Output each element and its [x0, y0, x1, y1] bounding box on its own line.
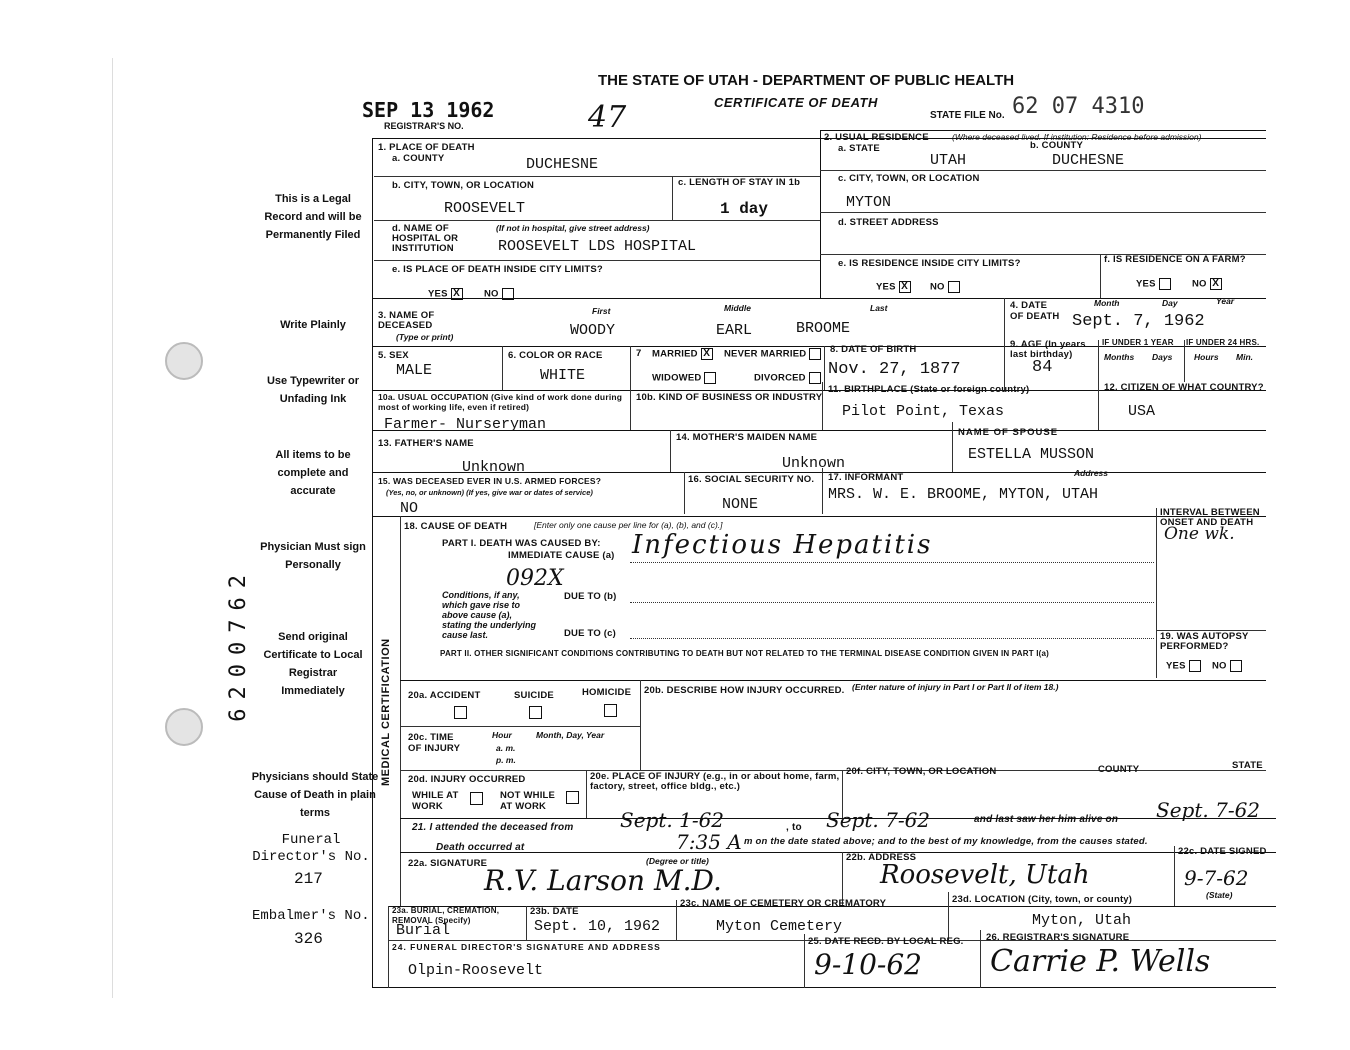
side-note-legal-record: This is a Legal Record and will be Permanently Filed	[264, 193, 362, 241]
res-county: DUCHESNE	[1052, 152, 1125, 169]
married-option[interactable]: MARRIED X	[652, 348, 716, 360]
immediate-cause-value: Infectious Hepatitis	[632, 530, 933, 560]
date-received-label: 25. DATE RECD. BY LOCAL REG.	[808, 936, 964, 947]
conditions-note: Conditions, if any, which gave rise to above cause (a), stating the underlying cause last.	[442, 590, 537, 640]
embalmer-label: Embalmer's No.	[252, 908, 370, 924]
burial-label: 23a. BURIAL, CREMATION, REMOVAL (Specify)	[392, 906, 500, 925]
funeral-director-label: Funeral Director's No.	[252, 832, 370, 865]
injury-occurred-label: 20d. INJURY OCCURRED	[408, 774, 526, 785]
farm-yes[interactable]: YES	[1136, 278, 1174, 290]
burial-location-label: 23d. LOCATION (City, town, or county)	[952, 894, 1133, 905]
month-heading: Month	[1094, 298, 1120, 308]
birthplace-label: 11. BIRTHPLACE (State or foreign country)	[828, 384, 1030, 395]
burial-date-label: 23b. DATE	[530, 906, 579, 917]
injury-how-label: 20b. DESCRIBE HOW INJURY OCCURRED.	[644, 685, 845, 696]
res-state: UTAH	[930, 152, 967, 169]
divorced-option[interactable]: DIVORCED	[754, 372, 824, 384]
while-at-work-checkbox[interactable]	[470, 792, 483, 805]
mother-name: Unknown	[782, 455, 846, 472]
sex-label: 5. SEX	[378, 350, 409, 361]
last-saw-date: Sept. 7-62	[1156, 798, 1261, 822]
medical-certification-label: MEDICAL CERTIFICATION	[380, 638, 392, 786]
burial-location: Myton, Utah	[1032, 912, 1132, 929]
interval-value: One wk.	[1164, 524, 1235, 544]
side-note-physician-sign: Physician Must sign Personally	[260, 541, 366, 571]
hospital-label: d. NAME OF HOSPITAL OR INSTITUTION	[392, 223, 459, 254]
degree-label: (Degree or title)	[646, 856, 709, 866]
age-value: 84	[1032, 358, 1053, 377]
physician-signature: R.V. Larson M.D.	[484, 864, 722, 897]
injury-state-label: STATE	[1232, 760, 1263, 771]
autopsy-label: 19. WAS AUTOPSY PERFORMED?	[1160, 631, 1249, 652]
age-label: 9. AGE (In years last birthday)	[1010, 339, 1086, 360]
part-two-label: PART II. OTHER SIGNIFICANT CONDITIONS CONTRIBUTING TO DEATH BUT NOT RELATED TO THE TERMINAL DISEASE CONDITION GIVEN IN PART I(a)	[440, 649, 1050, 658]
funeral-director-signature-label: 24. FUNERAL DIRECTOR'S SIGNATURE AND ADDRESS	[392, 942, 661, 952]
res-inside-city-no[interactable]: NO	[930, 281, 963, 293]
due-to-c-label: DUE TO (c)	[564, 628, 616, 639]
state-file-number: 62 07 4310	[1012, 94, 1145, 119]
embalmer-number: 326	[294, 930, 323, 948]
am-label: a. m.	[496, 743, 516, 753]
last-name: BROOME	[796, 320, 851, 337]
never-married-option[interactable]: NEVER MARRIED	[724, 348, 824, 360]
last-saw-label: and last saw her him alive on	[974, 814, 1119, 825]
hospital-note: (If not in hospital, give street address)	[496, 223, 650, 233]
physician-address-label: 22b. ADDRESS	[846, 852, 917, 863]
side-note-cause-plain: Physicians should State Cause of Death in plain terms	[251, 771, 379, 819]
injury-how-note: (Enter nature of injury in Part I or Part II of item 18.)	[852, 682, 1059, 692]
date-of-death-label: 4. DATE OF DEATH	[1010, 300, 1060, 322]
inside-city-no[interactable]: NO	[484, 288, 517, 300]
spouse-label: NAME OF SPOUSE	[958, 427, 1059, 438]
middle-name: EARL	[716, 322, 753, 339]
birth-date: Nov. 27, 1877	[828, 360, 961, 379]
death-occurred-label: Death occurred at	[436, 842, 525, 853]
stay-length-label: c. LENGTH OF STAY IN 1b	[678, 177, 801, 188]
not-while-at-work-label: NOT WHILE AT WORK	[500, 790, 556, 812]
place-of-injury-label: 20e. PLACE OF INJURY (e.g., in or about home, farm, factory, street, office bldg., etc.)	[590, 771, 840, 792]
death-time: 7:35 A	[676, 830, 742, 854]
informant-address-label: Address	[1074, 468, 1109, 478]
state-file-label: STATE FILE No.	[930, 110, 1005, 121]
punch-hole	[165, 342, 203, 380]
certificate-title: CERTIFICATE OF DEATH	[714, 95, 878, 110]
autopsy-yes[interactable]: YES	[1166, 660, 1204, 672]
burial-state-label: (State)	[1206, 890, 1233, 900]
suicide-checkbox[interactable]	[529, 706, 542, 719]
deceased-name-label: 3. NAME OF DECEASED	[378, 310, 435, 331]
injury-county-label: COUNTY	[1098, 764, 1140, 775]
suicide-label: SUICIDE	[514, 690, 554, 701]
under-one-year-label: IF UNDER 1 YEAR	[1102, 338, 1174, 347]
month-day-year-heading: Month, Day, Year	[536, 730, 605, 740]
side-note-write-plainly: Write Plainly	[280, 319, 346, 331]
res-state-label: a. STATE	[838, 143, 880, 154]
certification-text: m on the date stated above; and to the best of my knowledge, from the causes stated.	[744, 836, 1148, 847]
registrar-no-label: REGISTRAR'S NO.	[384, 121, 464, 131]
race-value: WHITE	[540, 367, 586, 384]
father-name: Unknown	[462, 459, 526, 476]
race-label: 6. COLOR OR RACE	[508, 350, 603, 361]
not-while-at-work-checkbox[interactable]	[566, 791, 579, 804]
date-received: 9-10-62	[814, 948, 922, 981]
cemetery-name: Myton Cemetery	[716, 918, 843, 935]
while-at-work-label: WHILE AT WORK	[412, 790, 459, 812]
burial-method: Burial	[396, 922, 451, 939]
under-24-hours-label: IF UNDER 24 HRS.	[1186, 338, 1260, 347]
burial-date: Sept. 10, 1962	[534, 918, 661, 935]
side-note-send-original: Send original Certificate to Local Registrar Immediately	[263, 631, 363, 697]
farm-label: f. IS RESIDENCE ON A FARM?	[1104, 254, 1246, 265]
armed-forces-label: 15. WAS DECEASED EVER IN U.S. ARMED FORCES?	[378, 476, 602, 486]
attended-label: 21. I attended the deceased from	[412, 822, 574, 833]
res-city-label: c. CITY, TOWN, OR LOCATION	[838, 173, 980, 184]
cemetery-label: 23c. NAME OF CEMETERY OR CREMATORY	[680, 898, 887, 909]
first-name-heading: First	[592, 306, 611, 316]
inside-city-label: e. IS PLACE OF DEATH INSIDE CITY LIMITS?	[392, 264, 603, 275]
inside-city-yes[interactable]: YES X	[428, 288, 466, 300]
armed-forces-value: NO	[400, 500, 419, 517]
father-label: 13. FATHER'S NAME	[378, 438, 474, 449]
registrar-number: 47	[588, 100, 627, 135]
hospital-name: ROOSEVELT LDS HOSPITAL	[498, 238, 697, 255]
res-inside-city-yes[interactable]: YES X	[876, 281, 914, 293]
ssn-label: 16. SOCIAL SECURITY NO.	[688, 474, 815, 485]
residence-note: (Where deceased lived. If institution: Residence before admission)	[952, 132, 1202, 142]
death-city: ROOSEVELT	[444, 200, 526, 217]
sex-value: MALE	[396, 362, 433, 379]
months-heading: Months	[1104, 352, 1135, 362]
death-county: DUCHESNE	[526, 156, 599, 173]
birthplace: Pilot Point, Texas	[842, 403, 1005, 420]
birth-date-label: 8. DATE OF BIRTH	[830, 344, 917, 355]
widowed-option[interactable]: WIDOWED	[652, 372, 719, 384]
due-to-b-label: DUE TO (b)	[564, 591, 617, 602]
interval-label: INTERVAL BETWEEN ONSET AND DEATH	[1160, 507, 1260, 528]
res-county-label: b. COUNTY	[1030, 140, 1083, 151]
date-signed: 9-7-62	[1184, 866, 1249, 890]
side-note-complete: All items to be complete and accurate	[275, 449, 351, 497]
funeral-director-signature: Olpin-Roosevelt	[408, 962, 544, 979]
disease-code: 092X	[506, 566, 564, 591]
ssn-value: NONE	[722, 496, 759, 513]
armed-forces-note: (Yes, no, or unknown) (If yes, give war or dates of service)	[386, 488, 593, 497]
vertical-file-number: 6200762	[226, 566, 251, 722]
informant-label: 17. INFORMANT	[828, 472, 904, 483]
days-heading: Days	[1152, 352, 1173, 362]
place-of-death-label: 1. PLACE OF DEATH	[378, 142, 475, 153]
physician-address: Roosevelt, Utah	[880, 860, 1090, 890]
hour-heading: Hour	[492, 730, 512, 740]
death-city-label: b. CITY, TOWN, OR LOCATION	[392, 180, 535, 191]
deceased-name-note: (Type or print)	[396, 332, 454, 342]
agency-heading: THE STATE OF UTAH - DEPARTMENT OF PUBLIC HEALTH	[598, 72, 1015, 89]
citizen-label: 12. CITIZEN OF WHAT COUNTRY?	[1104, 382, 1264, 393]
minutes-heading: Min.	[1236, 352, 1253, 362]
mother-label: 14. MOTHER'S MAIDEN NAME	[676, 432, 818, 443]
death-county-label: a. COUNTY	[392, 153, 445, 164]
pm-label: p. m.	[496, 755, 516, 765]
injury-city-label: 20f. CITY, TOWN, OR LOCATION	[846, 766, 997, 777]
first-name: WOODY	[570, 322, 616, 339]
signature-label: 22a. SIGNATURE	[408, 858, 488, 869]
last-name-heading: Last	[870, 303, 888, 313]
spouse-name: ESTELLA MUSSON	[968, 446, 1095, 463]
attended-from: Sept. 1-62	[620, 808, 725, 832]
accident-checkbox[interactable]	[454, 706, 467, 719]
registrar-signature-label: 26. REGISTRAR'S SIGNATURE	[986, 932, 1130, 943]
cause-of-death-note: [Enter only one cause per line for (a), (b), and (c).]	[534, 520, 723, 530]
date-signed-label: 22c. DATE SIGNED	[1178, 846, 1267, 857]
side-note-typewriter: Use Typewriter or Unfading Ink	[266, 375, 360, 405]
punch-hole	[165, 708, 203, 746]
middle-name-heading: Middle	[724, 303, 751, 313]
attended-to-label: , to	[786, 822, 802, 833]
homicide-label: HOMICIDE	[582, 687, 632, 698]
part-one-label: PART I. DEATH WAS CAUSED BY:	[442, 538, 601, 549]
stay-length: 1 day	[720, 200, 769, 218]
date-stamp: SEP 13 1962	[362, 98, 495, 122]
day-heading: Day	[1162, 298, 1178, 308]
marital-status-label: 7	[636, 348, 642, 359]
informant: MRS. W. E. BROOME, MYTON, UTAH	[828, 486, 1099, 503]
cause-of-death-label: 18. CAUSE OF DEATH	[404, 521, 508, 532]
homicide-checkbox[interactable]	[604, 704, 617, 717]
funeral-director-number: 217	[294, 870, 323, 888]
accident-label: 20a. ACCIDENT	[408, 690, 481, 701]
autopsy-no[interactable]: NO	[1212, 660, 1245, 672]
res-inside-city-label: e. IS RESIDENCE INSIDE CITY LIMITS?	[838, 258, 1021, 269]
residence-label: 2. USUAL RESIDENCE	[824, 132, 929, 143]
occupation-label: 10a. USUAL OCCUPATION (Give kind of work done during most of working life, even if retired)	[378, 392, 623, 412]
res-street-label: d. STREET ADDRESS	[838, 217, 939, 228]
immediate-cause-label: IMMEDIATE CAUSE (a)	[508, 550, 615, 561]
attended-to: Sept. 7-62	[826, 808, 931, 832]
date-of-death: Sept. 7, 1962	[1072, 312, 1205, 331]
occupation: Farmer- Nurseryman	[384, 416, 547, 433]
res-city: MYTON	[846, 194, 892, 211]
business-label: 10b. KIND OF BUSINESS OR INDUSTRY	[636, 392, 823, 403]
injury-time-label: 20c. TIME OF INJURY	[408, 732, 461, 754]
farm-no[interactable]: NO X	[1192, 278, 1225, 290]
citizen: USA	[1128, 403, 1156, 420]
hours-heading: Hours	[1194, 352, 1219, 362]
year-heading: Year	[1216, 296, 1235, 306]
registrar-signature: Carrie P. Wells	[990, 944, 1211, 979]
